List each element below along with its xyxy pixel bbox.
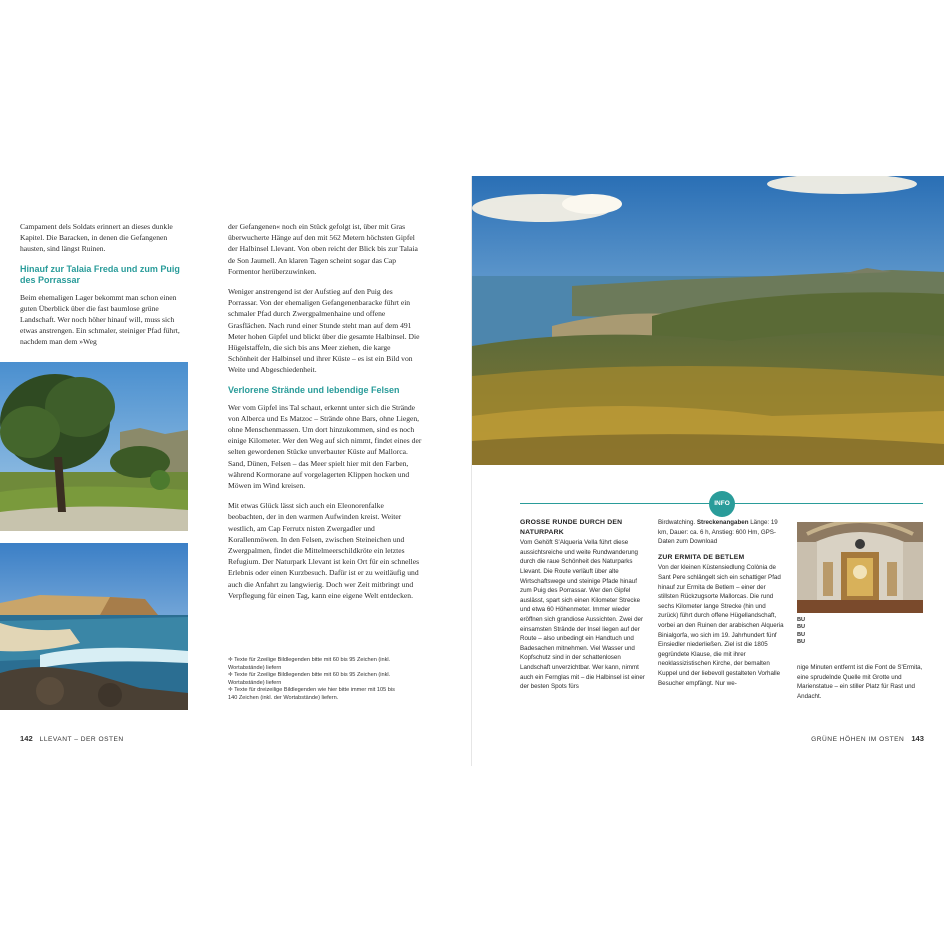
beach-photo bbox=[0, 543, 188, 710]
caption-line: BU bbox=[797, 617, 806, 623]
church-interior-photo bbox=[797, 522, 923, 613]
info-column-2 bbox=[658, 518, 786, 694]
caption-line: BU bbox=[797, 631, 806, 638]
info-text: Von der kleinen Küstensiedlung Colònia de Sant Pere schlängelt sich ein schattiger Pfad hinauf zur Ermita de Betlem – einer der stillsten Rückzugsorte Mallorcas. Die rund sechs Kilometer lange Strecke (hin und zurück) führt durch offene Hügellandschaft, vorbei an den Ruinen der arabischen Alqueria Binialgorfa, wo sich im 19. Jahrhundert fünf Einsiedler niederließen. Ziel ist die 1805 gegründete Klause, die mit ihrer neoklassizistischen Kirche, der bemalten Kuppel und der liebevoll gestalteten Vorhalle Besucher empfängt. Nur we- bbox=[658, 564, 784, 687]
left-column-1 bbox=[20, 221, 188, 357]
paragraph: Wer vom Gipfel ins Tal schaut, erkennt unter sich die Strände von Alberca und Es Matzoc – Strände ohne Bars, ohne Liegen, ohne Menschenmassen. Um dort hinzukommen, sind es noch einige Kilometer. Wer den Weg auf sich nimmt, findet eines der selten gewordenen Stücke unverbauter Küste auf Mallorca. Sand, Dünen, Felsen – das Meer spielt hier mit den Farben, während Kormorane auf vorgelagerten Klippen hocken und Möwen im Wind kreisen. bbox=[228, 402, 422, 491]
left-column-2 bbox=[228, 221, 422, 610]
info-text: nige Minuten entfernt ist die Font de S'Ermita, eine sprudelnde Quelle mit Grotte und Marienstatue – ein stiller Platz für Rast und Andacht. bbox=[797, 664, 923, 700]
right-footer bbox=[811, 734, 924, 743]
paragraph: Campament dels Soldats erinnert an dieses dunkle Kapitel. Die Baracken, in denen die Gefangenen hausten, sind längst Ruinen. bbox=[20, 222, 173, 254]
olive-tree-photo bbox=[0, 362, 188, 531]
page-number: 142 bbox=[20, 734, 33, 743]
paragraph: der Gefangenen« noch ein Stück gefolgt ist, über mit Gras überwucherte Hänge auf den mit 562 Metern höchsten Gipfel der Halbinsel Llevant. Von oben reicht der Blick bis zur Talaia de Son Jaumell. An klaren Tagen scheint sogar das Cap Formentor herüberzuwinken. bbox=[228, 222, 418, 276]
running-title: GRÜNE HÖHEN IM OSTEN bbox=[811, 736, 905, 743]
info-text: Vom Gehöft S'Alqueria Vella führt diese aussichtsreiche und weite Rundwanderung durch die raue Schönheit des Naturparks Llevant. Die Route verläuft über alte Wirtschaftswege und steinige Pfade hinauf zum Puig des Porrassar. Wer den Gipfel auslässt, spart sich einen Kilometer Strecke und etwa 60 Höhenmeter. Immer wieder eröffnen sich grandiose Aussichten. Zwei der einsamsten Strände der Insel liegen auf der Route – also unbedingt ein Handtuch und Badesachen mitnehmen. Viel Wasser und Kopfschutz sind in der schattenlosen Landschaft unverzichtbar. Wer kann, nimmt auch ein Fernglas mit – die Halbinsel ist einer der besten Spots fürs bbox=[520, 539, 645, 691]
caption-line: BU bbox=[797, 624, 806, 631]
info-text bbox=[658, 518, 786, 547]
caption-note: ✛ Texte für 2zeilige Bildlegenden bitte mit 60 bis 95 Zeichen (inkl. Wortabstände) liefern bbox=[228, 672, 391, 686]
info-label: Streckenangaben bbox=[696, 519, 749, 526]
paragraph: Beim ehemaligen Lager bekommt man schon einen guten Überblick über die fast baumlose grüne Landschaft. Wer noch höher hinauf will, muss sich etwas anstrengen. Ein schmaler, steiniger Pfad führt, nachdem man dem »Weg bbox=[20, 292, 180, 347]
paragraph: Mit etwas Glück lässt sich auch ein Eleonorenfalke beobachten, der in den warmen Aufwinden kreist. Weiter westlich, am Cap Ferrutx nisten Zwergadler und Korallenmöwen. In den Felsen, zwischen Steineichen und Zwergpalmen, findet die Mittelmeerschildkröte ein letztes Refugium. Der Naturpark Llevant ist kein Ort für ein schnelles Erlebnis oder einen Kurzbesuch. Dafür ist er zu weitläufig und auch die Anfahrt zu langwierig. Doch wer Zeit mitbringt und Verpflegung für einen Tag, kann eine eigene Welt entdecken. bbox=[228, 501, 420, 600]
info-heading: ZUR ERMITA DE BETLEM bbox=[658, 553, 745, 561]
page-number: 143 bbox=[911, 734, 924, 743]
info-text-part: Birdwatching. bbox=[658, 519, 696, 526]
info-column-3 bbox=[797, 663, 923, 707]
landscape-photo bbox=[472, 176, 944, 465]
caption-placeholder bbox=[797, 617, 805, 647]
info-text-part: Länge: 19 km, Dauer: ca. 6 h, Anstieg: 600 Hm, GPS-Daten zum Download bbox=[658, 519, 778, 546]
info-heading: GROSSE RUNDE DURCH DEN NATURPARK bbox=[520, 519, 623, 536]
section-heading: Verlorene Strände und lebendige Felsen bbox=[228, 384, 400, 395]
caption-note: ✛ Texte für 2zeilige Bildlegenden bitte mit 60 bis 95 Zeichen (inkl. Wortabstände) liefern bbox=[228, 657, 391, 671]
info-badge: INFO bbox=[709, 491, 735, 517]
info-column-1 bbox=[520, 518, 648, 698]
caption-note: ✛ Texte für dreizeilige Bildlegenden wie hier bitte immer mit 105 bis 140 Zeichen (inkl. der Wortabstände) liefern. bbox=[228, 687, 395, 701]
paragraph: Weniger anstrengend ist der Aufstieg auf den Puig des Porrassar. Von der ehemaligen Gefangenenbaracke führt ein schmaler Pfad durch Zwergpalmenhaine und offene Grasflächen. Nach rund einer Stunde steht man auf dem 491 Meter hohen Gipfel und blickt über die gesamte Halbinsel. Die Hügelstaffeln, die sich bis ans Meer ziehen, die karge Schönheit der Halbinsel und ihrer Küste – es ist ein Bild von Weite und Abgeschiedenheit. bbox=[228, 287, 420, 375]
caption-notes bbox=[228, 657, 398, 703]
section-heading: Hinauf zur Talaia Freda und zum Puig des Porrassar bbox=[20, 263, 180, 285]
running-title: LLEVANT – DER OSTEN bbox=[39, 736, 124, 743]
caption-line: BU bbox=[797, 639, 806, 646]
left-footer bbox=[20, 734, 124, 743]
